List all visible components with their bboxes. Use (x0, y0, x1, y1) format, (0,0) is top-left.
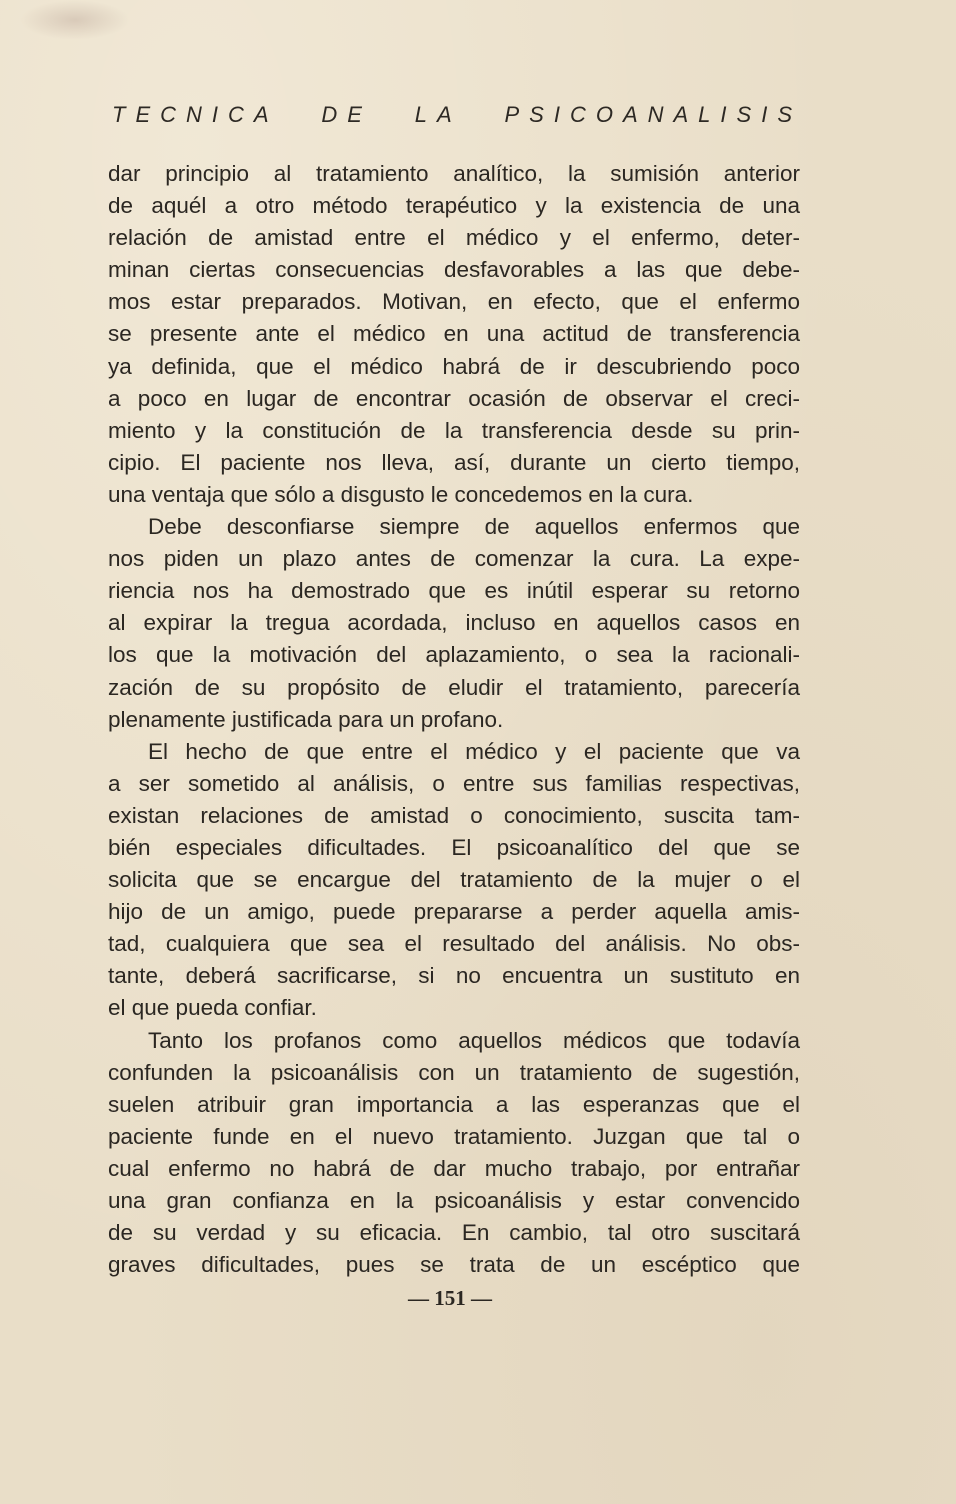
text-line: cual enfermo no habrá de dar mucho trabajo, por entrañar (108, 1155, 800, 1181)
text-line: graves dificultades, pues se trata de un escéptico que (108, 1252, 800, 1278)
running-head (112, 102, 802, 132)
running-head-word: DE (321, 102, 372, 127)
text-line: mos estar preparados. Motivan, en efecto, que el enfermo (108, 289, 800, 315)
page-number: — 151 — (408, 1286, 492, 1310)
text-line: miento y la constitución de la transferencia desde su prin- (108, 417, 800, 443)
running-head-word: PSICOANALISIS (504, 102, 802, 127)
page-stain (20, 0, 130, 40)
text-line: solicita que se encargue del tratamiento de la mujer o el (108, 867, 800, 893)
text-line: una gran confianza en la psicoanálisis y estar convencido (108, 1188, 800, 1213)
text-line: existan relaciones de amistad o conocimiento, suscita tam- (108, 802, 800, 828)
text-line: Debe desconfiarse siempre de aquellos enfermos que (148, 514, 800, 540)
text-line: el que pueda confiar. (108, 995, 317, 1021)
body-text (108, 158, 800, 1281)
text-line: hijo de un amigo, puede prepararse a perder aquella amis- (108, 899, 800, 925)
text-line: paciente funde en el nuevo tratamiento. Juzgan que tal o (108, 1123, 800, 1149)
text-line: confunden la psicoanálisis con un tratamiento de sugestión, (108, 1059, 800, 1085)
text-line: una ventaja que sólo a disgusto le concedemos en la cura. (108, 481, 694, 507)
text-line: de aquél a otro método terapéutico y la existencia de una (108, 193, 800, 219)
text-line: riencia nos ha demostrado que es inútil esperar su retorno (108, 578, 800, 604)
running-head-word: LA (414, 102, 462, 127)
text-line: a ser sometido al análisis, o entre sus familias respectivas, (108, 770, 800, 796)
text-line: suelen atribuir gran importancia a las esperanzas que el (108, 1091, 800, 1117)
text-line: zación de su propósito de eludir el tratamiento, parecería (108, 674, 800, 700)
text-line: tante, deberá sacrificarse, si no encuentra un sustituto en (108, 963, 800, 989)
text-line: a poco en lugar de encontrar ocasión de observar el creci- (108, 385, 800, 411)
text-line: se presente ante el médico en una actitud de transferencia (108, 321, 800, 347)
text-line: tad, cualquiera que sea el resultado del análisis. No obs- (108, 931, 800, 957)
text-line: de su verdad y su eficacia. En cambio, tal otro suscitará (108, 1220, 800, 1246)
text-line: El hecho de que entre el médico y el paciente que va (148, 738, 800, 764)
running-head-word: TECNICA (112, 102, 279, 127)
text-line: nos piden un plazo antes de comenzar la cura. La expe- (108, 546, 800, 572)
text-line: ya definida, que el médico habrá de ir descubriendo poco (108, 353, 800, 379)
text-line: los que la motivación del aplazamiento, o sea la racionali- (108, 642, 800, 668)
text-line: Tanto los profanos como aquellos médicos que todavía (148, 1027, 800, 1053)
text-line: relación de amistad entre el médico y el enfermo, deter- (108, 225, 800, 251)
text-line: dar principio al tratamiento analítico, la sumisión anterior (108, 161, 800, 186)
text-line: minan ciertas consecuencias desfavorables a las que debe- (108, 257, 800, 283)
text-line: al expirar la tregua acordada, incluso en aquellos casos en (108, 610, 800, 636)
text-line: cipio. El paciente nos lleva, así, durante un cierto tiempo, (108, 449, 800, 475)
text-line: bién especiales dificultades. El psicoanalítico del que se (108, 834, 800, 860)
text-line: plenamente justificada para un profano. (108, 706, 504, 732)
